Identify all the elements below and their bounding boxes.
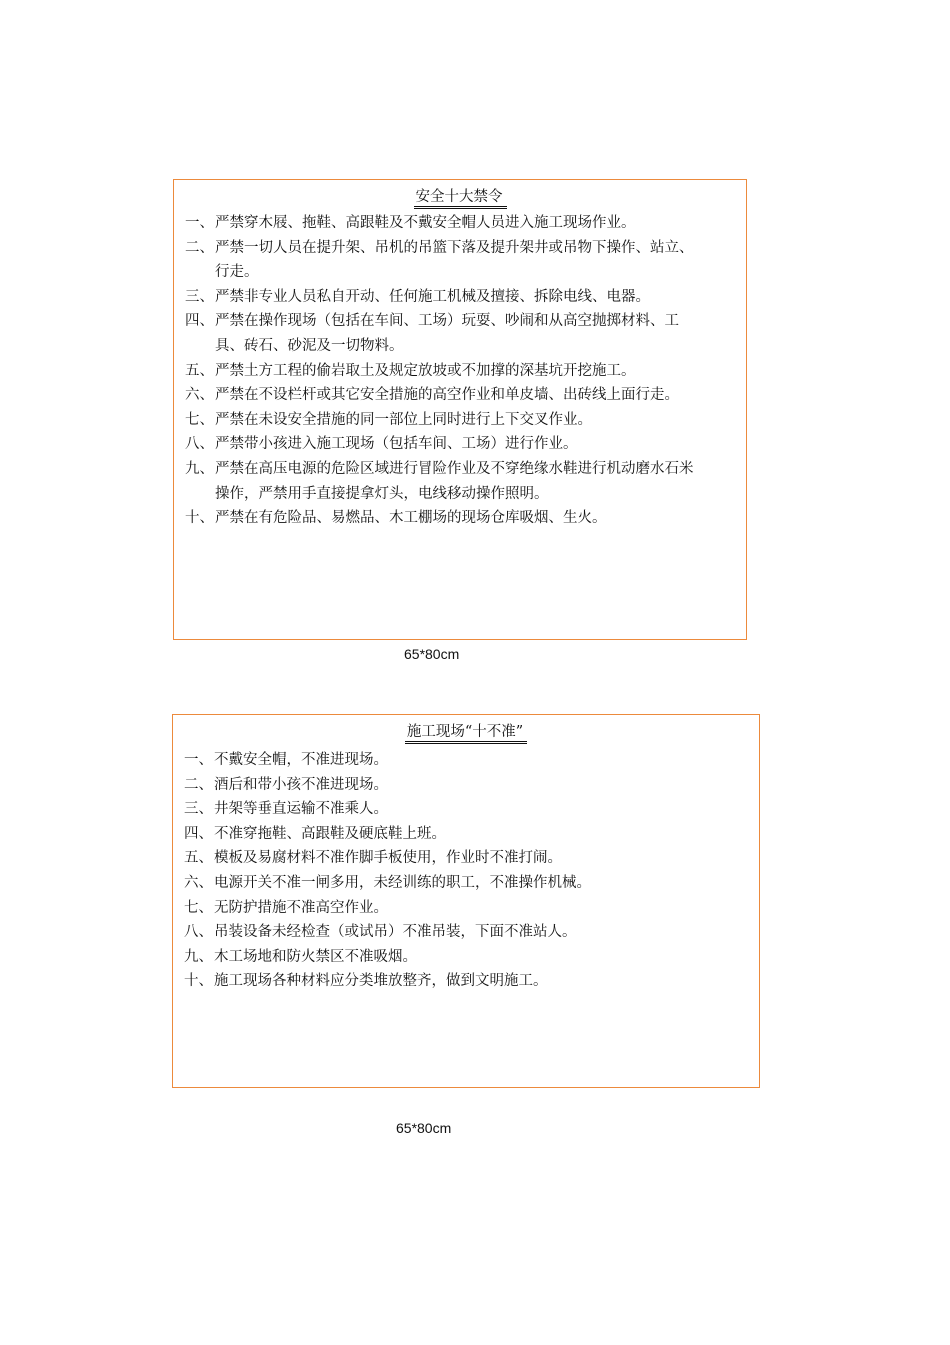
list-item: 六、 电源开关不准一闸多用，未经训练的职工，不准操作机械。 — [184, 874, 591, 891]
list-item: 八、 严禁带小孩进入施工现场（包括车间、工场）进行作业。 — [185, 436, 578, 453]
list-item: 七、 无防护措施不准高空作业。 — [184, 899, 388, 916]
list-item: 三、 严禁非专业人员私自开动、任何施工机械及擅接、拆除电线、电器。 — [185, 288, 650, 305]
rule-list — [174, 211, 695, 531]
list-item: 三、 井架等垂直运输不准乘人。 — [184, 801, 388, 818]
list-item: 二、 严禁一切人员在提升架、吊机的吊篮下落及提升架井或吊物下操作、站立、行走。 — [185, 239, 694, 281]
site-ten-nots-panel — [172, 714, 760, 1088]
list-item: 四、 不准穿拖鞋、高跟鞋及硬底鞋上班。 — [184, 825, 446, 842]
panel-title: 安全十大禁令 — [174, 189, 746, 207]
size-caption: 65*80cm — [404, 646, 460, 662]
rule-list — [173, 748, 744, 994]
list-item: 六、 严禁在不设栏杆或其它安全措施的高空作业和单皮墙、出砖线上面行走。 — [185, 387, 679, 404]
list-item: 五、 严禁土方工程的偷岩取土及规定放坡或不加撑的深基坑开挖施工。 — [185, 362, 636, 379]
list-item: 十、 施工现场各种材料应分类堆放整齐，做到文明施工。 — [184, 973, 548, 990]
list-item: 一、 不戴安全帽，不准进现场。 — [184, 752, 388, 768]
panel-title: 施工现场“十不准” — [173, 724, 759, 742]
list-item: 五、 模板及易腐材料不准作脚手板使用，作业时不准打闹。 — [184, 850, 562, 867]
list-item: 四、 严禁在操作现场（包括在车间、工场）玩耍、吵闹和从高空抛掷材料、工具、砖石、砂泥及一切物料。 — [185, 313, 679, 354]
size-caption: 65*80cm — [396, 1120, 452, 1136]
list-item: 二、 酒后和带小孩不准进现场。 — [184, 776, 388, 793]
list-item: 一、 严禁穿木屐、拖鞋、高跟鞋及不戴安全帽人员进入施工现场作业。 — [185, 215, 636, 231]
list-item: 十、 严禁在有危险品、易燃品、木工棚场的现场仓库吸烟、生火。 — [185, 510, 607, 527]
list-item: 九、 木工场地和防火禁区不准吸烟。 — [184, 948, 417, 965]
list-item: 七、 严禁在未设安全措施的同一部位上同时进行上下交叉作业。 — [185, 411, 592, 428]
list-item: 九、 严禁在高压电源的危险区域进行冒险作业及不穿绝缘水鞋进行机动磨水石米操作，严禁用手直接提拿灯头，电线移动操作照明。 — [185, 460, 694, 502]
safety-ten-prohibitions-panel — [173, 179, 747, 640]
list-item: 八、 吊装设备未经检查（或试吊）不准吊装，下面不准站人。 — [184, 924, 577, 941]
